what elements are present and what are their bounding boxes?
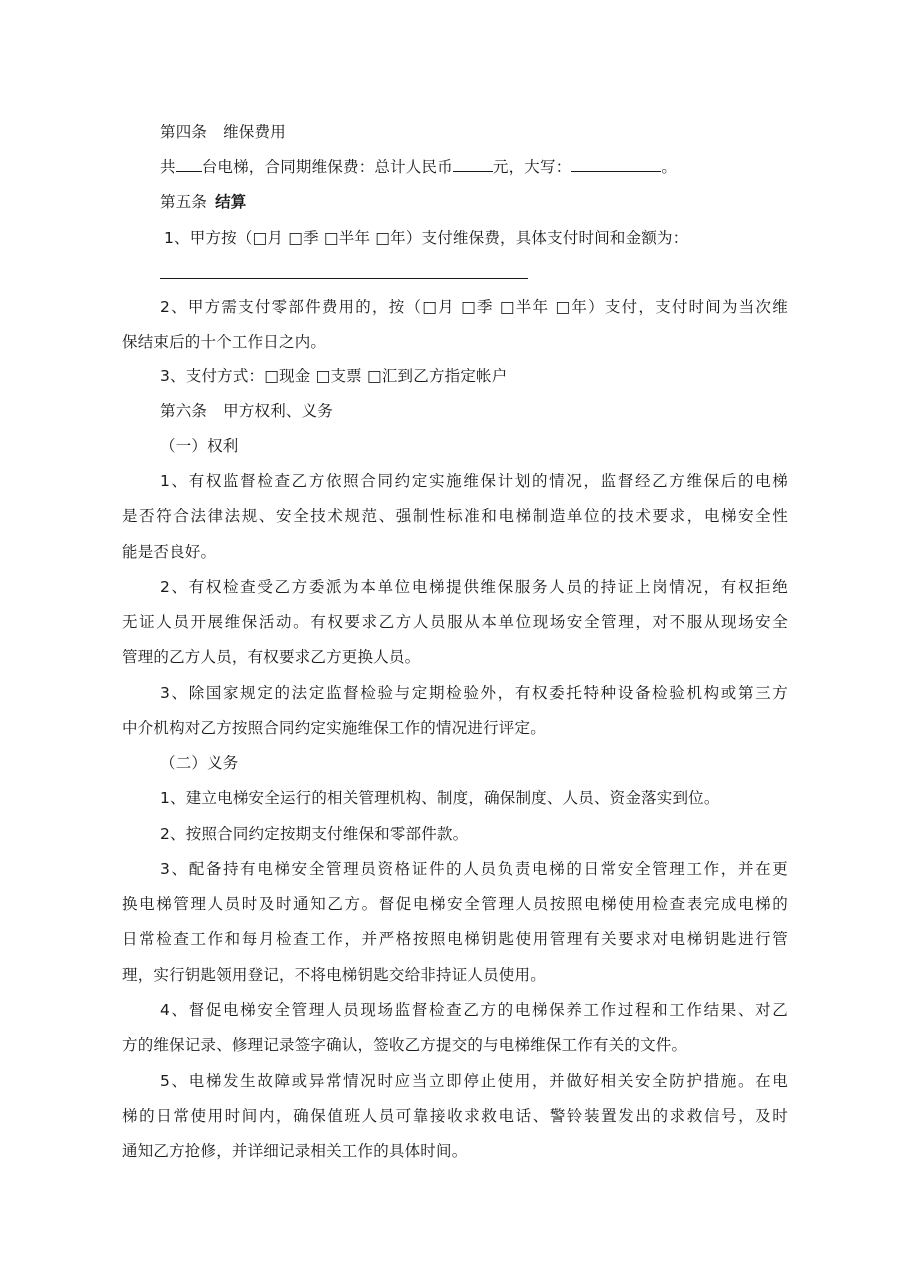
rights-p2-line-2: 无证人员开展维保活动。有权要求乙方人员服从本单位现场安全管理，对不服从现场安全 — [122, 613, 788, 631]
rights-heading: （一）权利 — [160, 437, 239, 455]
article-5-title: 结算 — [215, 193, 247, 211]
rights-p2-line-1: 2、有权检查受乙方委派为本单位电梯提供维保服务人员的持证上岗情况，有权拒绝 — [160, 578, 788, 596]
fee-prefix: 共 — [160, 158, 176, 176]
duties-p2: 2、按照合同约定按期支付维保和零部件款。 — [160, 825, 469, 843]
article-4-heading — [160, 122, 286, 142]
amount-blank — [453, 157, 493, 172]
article-4-title: 维保费用 — [223, 123, 286, 141]
fee-line — [160, 157, 677, 177]
article-6-heading — [160, 401, 333, 421]
fee-mid: 台电梯，合同期维保费：总计人民币 — [201, 158, 453, 176]
amount-words-blank — [571, 157, 661, 172]
duties-heading: （二）义务 — [160, 754, 239, 772]
rights-p3-line-2: 中介机构对乙方按照合同约定实施维保工作的情况进行评定。 — [122, 719, 546, 737]
rights-p3-line-1: 3、除国家规定的法定监督检验与定期检验外，有权委托特种设备检验机构或第三方 — [160, 684, 788, 702]
article-5-number: 第五条 — [160, 193, 208, 211]
payment-schedule-blank-line — [160, 278, 528, 279]
elevator-count-blank — [176, 157, 202, 172]
payment-item-1: 1、甲方按（□月 □季 □半年 □年）支付维保费，具体支付时间和金额为： — [164, 229, 689, 247]
duties-p4-line-2: 方的维保记录、修理记录签字确认，签收乙方提交的与电梯维保工作有关的文件。 — [122, 1036, 688, 1054]
duties-p1: 1、建立电梯安全运行的相关管理机构、制度，确保制度、人员、资金落实到位。 — [160, 789, 720, 807]
article-6-number: 第六条 — [160, 402, 208, 420]
duties-p3-line-4: 理，实行钥匙领用登记，不将电梯钥匙交给非持证人员使用。 — [122, 966, 546, 984]
rights-p2-line-3: 管理的乙方人员，有权要求乙方更换人员。 — [122, 648, 421, 666]
article-4-number: 第四条 — [160, 123, 208, 141]
article-6-title: 甲方权利、义务 — [223, 402, 334, 420]
payment-item-3: 3、支付方式：□现金 □支票 □汇到乙方指定帐户 — [160, 367, 508, 385]
duties-p3-line-2: 换电梯管理人员时及时通知乙方。督促电梯安全管理人员按照电梯使用检查表完成电梯的 — [122, 895, 788, 913]
rights-p1-line-3: 能是否良好。 — [122, 543, 217, 561]
rights-p1-line-2: 是否符合法律法规、安全技术规范、强制性标准和电梯制造单位的技术要求，电梯安全性 — [122, 507, 788, 525]
duties-p5-line-2: 梯的日常使用时间内，确保值班人员可靠接收求救电话、警铃装置发出的求救信号，及时 — [122, 1107, 788, 1125]
payment-item-2-line-1: 2、甲方需支付零部件费用的，按（□月 □季 □半年 □年）支付，支付时间为当次维 — [160, 298, 788, 316]
fee-end: 。 — [661, 158, 678, 176]
fee-yuan: 元，大写： — [492, 158, 572, 176]
duties-p5-line-3: 通知乙方抢修，并详细记录相关工作的具体时间。 — [122, 1142, 468, 1160]
duties-p5-line-1: 5、电梯发生故障或异常情况时应当立即停止使用，并做好相关安全防护措施。在电 — [160, 1072, 788, 1090]
payment-item-2-line-2: 保结束后的十个工作日之内。 — [122, 333, 327, 351]
rights-p1-line-1: 1、有权监督检查乙方依照合同约定实施维保计划的情况，监督经乙方维保后的电梯 — [160, 472, 788, 490]
duties-p3-line-1: 3、配备持有电梯安全管理员资格证件的人员负责电梯的日常安全管理工作，并在更 — [160, 860, 788, 878]
duties-p3-line-3: 日常检查工作和每月检查工作，并严格按照电梯钥匙使用管理有关要求对电梯钥匙进行管 — [122, 930, 788, 948]
duties-p4-line-1: 4、督促电梯安全管理人员现场监督检查乙方的电梯保养工作过程和工作结果、对乙 — [160, 1001, 788, 1019]
article-5-heading — [160, 192, 247, 212]
